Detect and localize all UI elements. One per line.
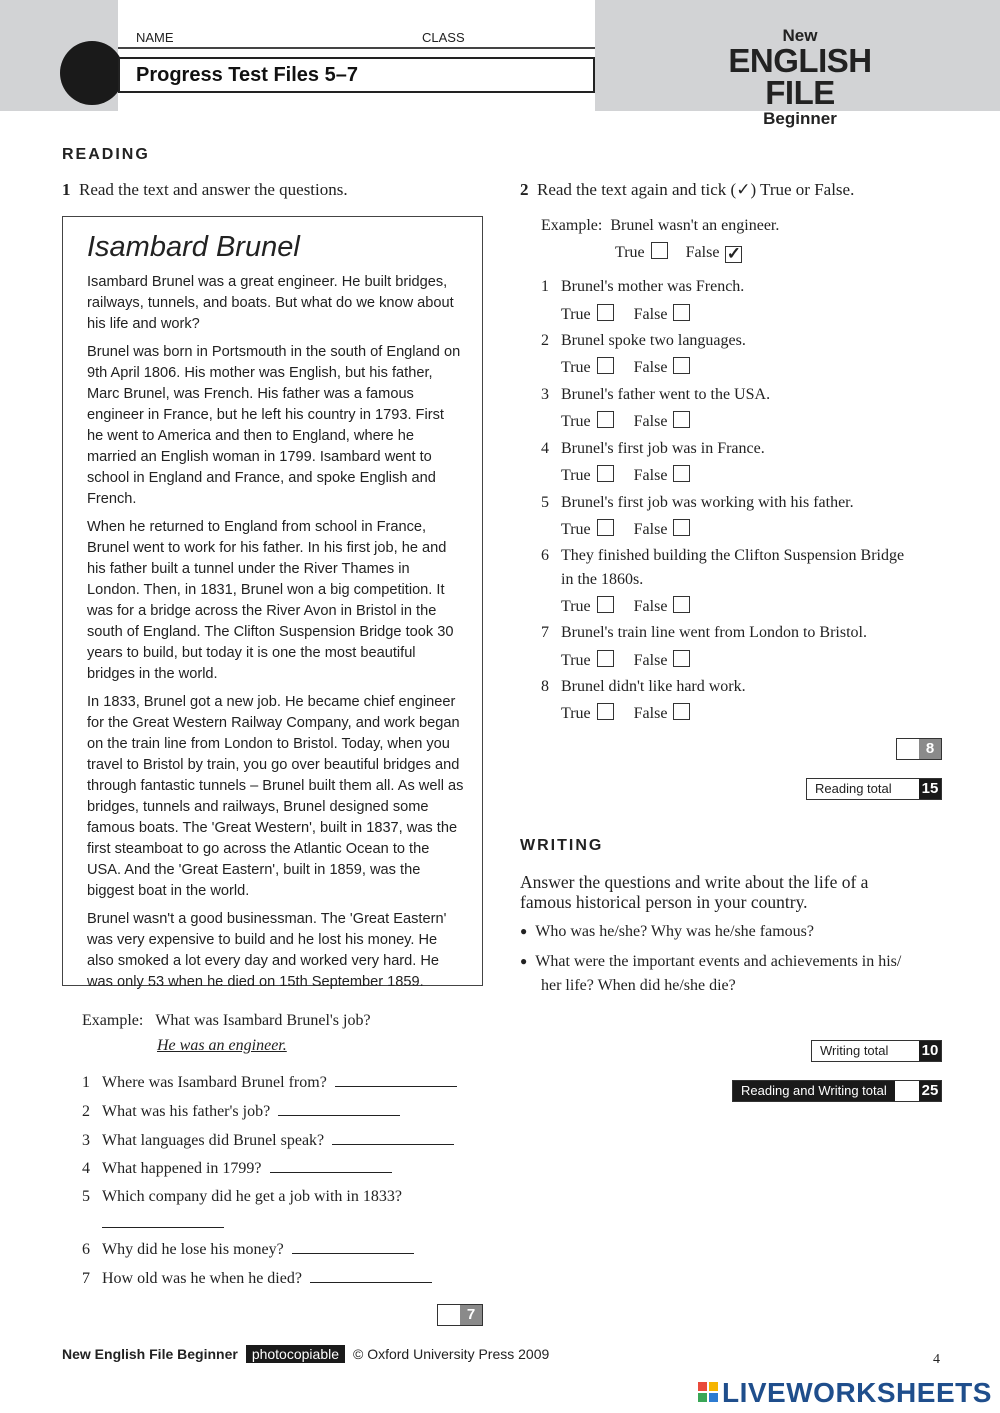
true-checkbox[interactable] [597,519,614,536]
question-row [82,1131,454,1150]
statement-text: Brunel spoke two languages. [561,332,746,349]
answer-field[interactable] [332,1131,454,1145]
reading-heading: READING [62,146,150,163]
true-label: True [615,244,645,261]
score-entry[interactable] [438,1305,460,1325]
question-number: 3 [82,1132,90,1149]
tf-options [561,357,690,377]
answer-field[interactable] [335,1073,457,1087]
tf-options [561,465,690,485]
writing-bullet: ● Who was he/she? Why was he/she famous? [520,923,814,940]
statement-number: 3 [541,386,549,403]
true-checkbox[interactable] [597,650,614,667]
text-paragraph: Brunel wasn't a good businessman. The 'Great Eastern' was very expensive to build and he lost his money. He also smoked a lot every day and worked very hard. He was only 53 when he died on 15th September 1859. [87,911,447,990]
true-checkbox[interactable] [597,465,614,482]
q1-score-box [437,1304,483,1326]
score-entry[interactable] [897,739,919,759]
header-circle [60,41,124,105]
true-label: True [561,306,591,323]
q1-number: 1 [62,180,71,199]
bullet-text: What were the important events and achievements in his/ [535,953,902,970]
tf-example-options [615,242,742,263]
question-text: What happened in 1799? [102,1160,262,1177]
q2-score-box [896,738,942,760]
false-label: False [633,598,668,615]
question-text: What was his father's job? [102,1103,271,1120]
true-label: True [561,359,591,376]
true-checkbox[interactable] [597,304,614,321]
writing-instruction: Answer the questions and write about the life of a famous historical person in your country. [520,872,869,912]
question-row-continued [102,1214,224,1233]
q1-text: Read the text and answer the questions. [79,180,348,199]
question-row [82,1073,457,1092]
copyright: © Oxford University Press 2009 [353,1346,550,1362]
tf-options [561,519,690,539]
statement-text: Brunel's mother was French. [561,278,745,295]
reading-total-score: 15 [919,779,941,799]
q2-score: 8 [919,739,941,759]
footer-book: New English File Beginner [62,1346,238,1362]
tf-example-text: Brunel wasn't an engineer. [610,217,780,234]
q1-instruction [62,180,348,200]
text-paragraph: Brunel was born in Portsmouth in the south of England on 9th April 1806. His mother was English, but his father, Marc Brunel, was French. His father was a famous engineer in France, but he left his country in 1793. First he went to America and then to England, where he married an English woman in 1799. Isambard went to school in England and France, and spoke English and French. [87,344,461,507]
text-title: Isambard Brunel [87,231,300,263]
page-number: 4 [933,1352,940,1367]
false-checkbox[interactable] [673,650,690,667]
tf-statement [541,494,854,512]
score-entry[interactable] [900,779,919,799]
liveworksheets-text: LIVEWORKSHEETS [722,1377,992,1408]
statement-number: 5 [541,494,549,511]
question-text: How old was he when he died? [102,1270,302,1287]
answer-field[interactable] [310,1269,432,1283]
false-checkbox[interactable] [673,357,690,374]
true-checkbox[interactable] [651,242,668,259]
reading-text-box [62,216,483,990]
tf-statement-continued: in the 1860s. [561,571,644,588]
q2-instruction [520,180,854,200]
tf-statement [541,278,744,296]
statement-text: Brunel's train line went from London to Bristol. [561,624,867,641]
false-checkbox[interactable] [673,703,690,720]
true-label: True [561,413,591,430]
header-name-area [118,0,595,111]
example-question: What was Isambard Brunel's job? [155,1012,371,1029]
test-title: Progress Test Files 5–7 [118,57,595,93]
statement-number: 2 [541,332,549,349]
statement-number: 6 [541,547,549,564]
false-label: False [633,705,668,722]
writing-total-box [811,1040,942,1062]
answer-field[interactable] [278,1102,400,1116]
question-number: 5 [82,1188,90,1205]
false-label: False [633,521,668,538]
question-text: What languages did Brunel speak? [102,1132,325,1149]
bullet-text-continued: her life? When did he/she die? [541,977,736,994]
tf-options [561,703,690,723]
true-label: True [561,652,591,669]
true-label: True [561,467,591,484]
tf-options [561,650,690,670]
tf-example-label: Example: [541,217,603,234]
example-answer: He was an engineer. [157,1037,287,1054]
statement-number: 4 [541,440,549,457]
brand-level: Beginner [763,109,837,128]
question-row [82,1102,400,1121]
tf-options [561,304,690,324]
false-label: False [685,244,720,261]
photocopiable-badge: photocopiable [246,1345,345,1363]
text-paragraph: Isambard Brunel was a great engineer. He built bridges, railways, tunnels, and boats. But what do we know about his life and work? [87,274,454,332]
footer [62,1346,549,1362]
question-row [82,1240,414,1259]
writing-total-label: Writing total [820,1043,889,1058]
question-number: 4 [82,1160,90,1177]
grand-total-box [732,1080,942,1102]
false-checkbox[interactable] [673,465,690,482]
text-paragraph: In 1833, Brunel got a new job. He became chief engineer for the Great Western Railway Company, and work began on the train line from London to Bristol. Today, when you travel to Bristol by train, you go over beautiful bridges and through fantastic tunnels – Brunel built them all. As well as bridges, tunnels and railways, Brunel designed some famous boats. The 'Great Western', built in 1837, was the first steamboat to go across the Atlantic Ocean to the USA. And the 'Great Eastern', built in 1859, was the biggest boat in the world. [87,694,464,899]
true-checkbox[interactable] [597,357,614,374]
question-row [82,1269,432,1288]
true-checkbox[interactable] [597,703,614,720]
name-line [118,47,595,49]
tf-statement [541,386,770,404]
tf-statement [541,624,867,642]
question-text: Where was Isambard Brunel from? [102,1074,327,1091]
question-number: 1 [82,1074,90,1091]
q1-score: 7 [460,1305,482,1325]
q2-text: Read the text again and tick (✓) True or False. [537,180,855,199]
question-number: 7 [82,1270,90,1287]
tf-options [561,411,690,431]
statement-number: 1 [541,278,549,295]
score-entry[interactable] [895,1081,919,1101]
brand-main: ENGLISH FILE [728,42,872,111]
question-number: 6 [82,1241,90,1258]
q1-example [82,1012,371,1030]
tf-statement [541,547,904,565]
tf-example [541,217,779,235]
writing-total-score: 10 [919,1041,941,1061]
liveworksheets-logo [698,1377,992,1409]
false-label: False [633,413,668,430]
false-checkbox[interactable] [673,596,690,613]
false-checkbox[interactable] [673,519,690,536]
true-checkbox[interactable] [597,596,614,613]
score-entry[interactable] [896,1041,919,1061]
false-checkbox-ticked[interactable]: ✓ [726,244,742,263]
statement-text: Brunel's first job was working with his father. [561,494,854,511]
question-row [82,1159,392,1178]
false-label: False [633,359,668,376]
answer-field[interactable] [102,1214,224,1228]
statement-number: 8 [541,678,549,695]
false-label: False [633,467,668,484]
false-checkbox[interactable] [673,304,690,321]
true-label: True [561,598,591,615]
tf-statement [541,332,746,350]
writing-bullet: ● What were the important events and achievements in his/ [520,953,902,970]
q2-number: 2 [520,180,529,199]
answer-field[interactable] [292,1240,414,1254]
class-label: CLASS [422,30,465,45]
false-label: False [633,306,668,323]
reading-total-box [806,778,942,800]
false-checkbox[interactable] [673,411,690,428]
true-label: True [561,705,591,722]
question-number: 2 [82,1103,90,1120]
true-checkbox[interactable] [597,411,614,428]
writing-heading: WRITING [520,837,604,854]
brand-new: New [782,26,818,45]
example-label: Example: [82,1012,144,1029]
true-label: True [561,521,591,538]
question-text: Which company did he get a job with in 1833? [102,1188,402,1205]
liveworksheets-icon [698,1382,720,1404]
false-label: False [633,652,668,669]
question-text: Why did he lose his money? [102,1241,284,1258]
text-paragraph: When he returned to England from school in France, Brunel went to work for his father. In his first job, he and his father built a tunnel under the River Thames in London. Then, in 1831, Brunel won a big competition. It was for a bridge across the River Avon in Bristol in the south of England. The Clifton Suspension Bridge took 30 years to build, but today it is one the most beautiful bridges in the world. [87,519,454,682]
answer-field[interactable] [270,1159,392,1173]
tf-options [561,596,690,616]
statement-number: 7 [541,624,549,641]
question-row [82,1188,402,1206]
statement-text: Brunel's father went to the USA. [561,386,771,403]
tf-statement [541,678,746,696]
name-label: NAME [136,30,174,45]
statement-text: Brunel's first job was in France. [561,440,765,457]
bullet-text: Who was he/she? Why was he/she famous? [535,923,814,940]
grand-total-label: Reading and Writing total [733,1081,895,1101]
tf-statement [541,440,765,458]
brand-logo [700,26,900,128]
grand-total-score: 25 [919,1081,941,1101]
statement-text: Brunel didn't like hard work. [561,678,746,695]
statement-text: They finished building the Clifton Suspension Bridge [561,547,905,564]
reading-total-label: Reading total [815,781,892,796]
